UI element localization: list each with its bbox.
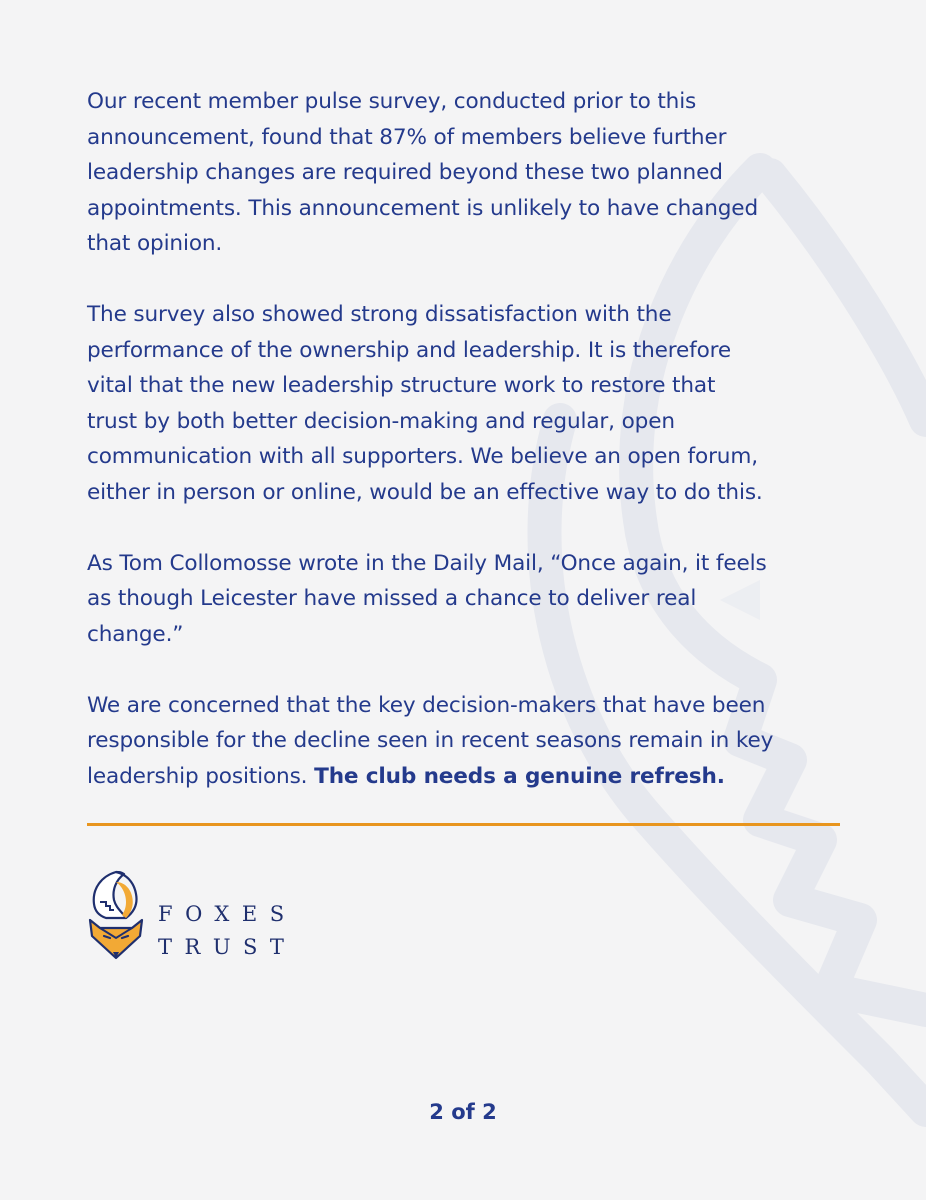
text-line: as though Leicester have missed a chance to deliver real xyxy=(87,586,697,611)
foxes-trust-logo xyxy=(86,868,326,968)
divider xyxy=(87,823,840,826)
logo-wordmark xyxy=(158,898,297,964)
text-line: appointments. This announcement is unlikely to have changed xyxy=(87,195,758,221)
paragraph-concern xyxy=(87,688,847,795)
text-line: leadership changes are required beyond these two planned xyxy=(87,160,723,185)
logo-line-foxes: FOXES xyxy=(158,902,297,926)
text-line: vital that the new leadership structure work to restore that xyxy=(87,373,716,398)
page-number: 2 of 2 xyxy=(429,1100,497,1124)
text-line: Our recent member pulse survey, conducted prior to this xyxy=(87,89,697,114)
paragraph-survey-results xyxy=(87,84,847,262)
logo-line-trust: TRUST xyxy=(158,935,297,959)
emphasis-text: The club needs a genuine refresh. xyxy=(314,763,725,789)
text-line: As Tom Collomosse wrote in the Daily Mail, “Once again, it feels xyxy=(87,550,767,576)
paragraph-quote xyxy=(87,546,847,653)
fox-head-icon xyxy=(86,868,146,963)
text-line: responsible for the decline seen in recent seasons remain in key xyxy=(87,728,774,753)
text-line: announcement, found that 87% of members believe further xyxy=(87,124,727,150)
text-line: We are concerned that the key decision-makers that have been xyxy=(87,692,766,718)
text-line: communication with all supporters. We believe an open forum, xyxy=(87,444,758,469)
text-line: either in person or online, would be an effective way to do this. xyxy=(87,479,763,505)
paragraph-dissatisfaction xyxy=(87,297,847,510)
text-line: trust by both better decision-making and regular, open xyxy=(87,408,675,434)
text-regular: leadership positions. xyxy=(87,763,315,789)
text-line: The survey also showed strong dissatisfaction with the xyxy=(87,302,672,327)
text-line: change.” xyxy=(87,621,184,647)
text-line: that opinion. xyxy=(87,231,223,256)
text-line xyxy=(87,759,847,795)
text-line: performance of the ownership and leadership. It is therefore xyxy=(87,337,732,363)
letter-body xyxy=(87,84,847,830)
